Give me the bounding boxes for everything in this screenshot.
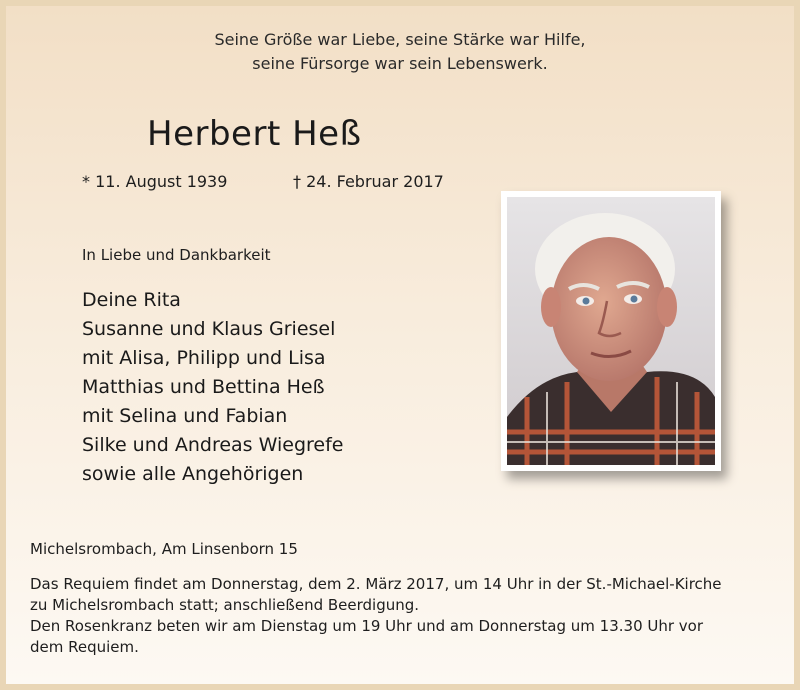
mourners-list <box>82 286 343 489</box>
obituary-card <box>6 6 794 684</box>
service-notice <box>30 574 780 658</box>
portrait-illustration <box>507 197 715 465</box>
mourner-line: Susanne und Klaus Griesel <box>82 318 336 340</box>
mourner-line: Deine Rita <box>82 289 181 311</box>
mourner-line: Matthias und Bettina Heß <box>82 376 325 398</box>
notice-line: Den Rosenkranz beten wir am Dienstag um 19 Uhr und am Donnerstag um 13.30 Uhr vor <box>30 617 704 635</box>
mourner-line: Silke und Andreas Wiegrefe <box>82 434 344 456</box>
mourner-line: mit Alisa, Philipp und Lisa <box>82 347 326 369</box>
mourner-line: mit Selina und Fabian <box>82 405 288 427</box>
birth-date: * 11. August 1939 <box>82 172 228 191</box>
deceased-name: Herbert Heß <box>147 114 362 154</box>
portrait-photo <box>501 191 721 471</box>
notice-line: zu Michelsrombach statt; anschließend Beerdigung. <box>30 596 420 614</box>
family-address: Michelsrombach, Am Linsenborn 15 <box>30 540 298 558</box>
motto-line-1: Seine Größe war Liebe, seine Stärke war Hilfe, <box>214 30 586 49</box>
notice-line: Das Requiem findet am Donnerstag, dem 2. März 2017, um 14 Uhr in der St.-Michael-Kirche <box>30 575 722 593</box>
motto <box>6 28 794 76</box>
notice-line: dem Requiem. <box>30 638 139 656</box>
death-date: † 24. Februar 2017 <box>293 172 444 191</box>
motto-line-2: seine Fürsorge war sein Lebenswerk. <box>252 54 548 73</box>
intro-text: In Liebe und Dankbarkeit <box>82 246 271 264</box>
mourner-line: sowie alle Angehörigen <box>82 463 304 485</box>
